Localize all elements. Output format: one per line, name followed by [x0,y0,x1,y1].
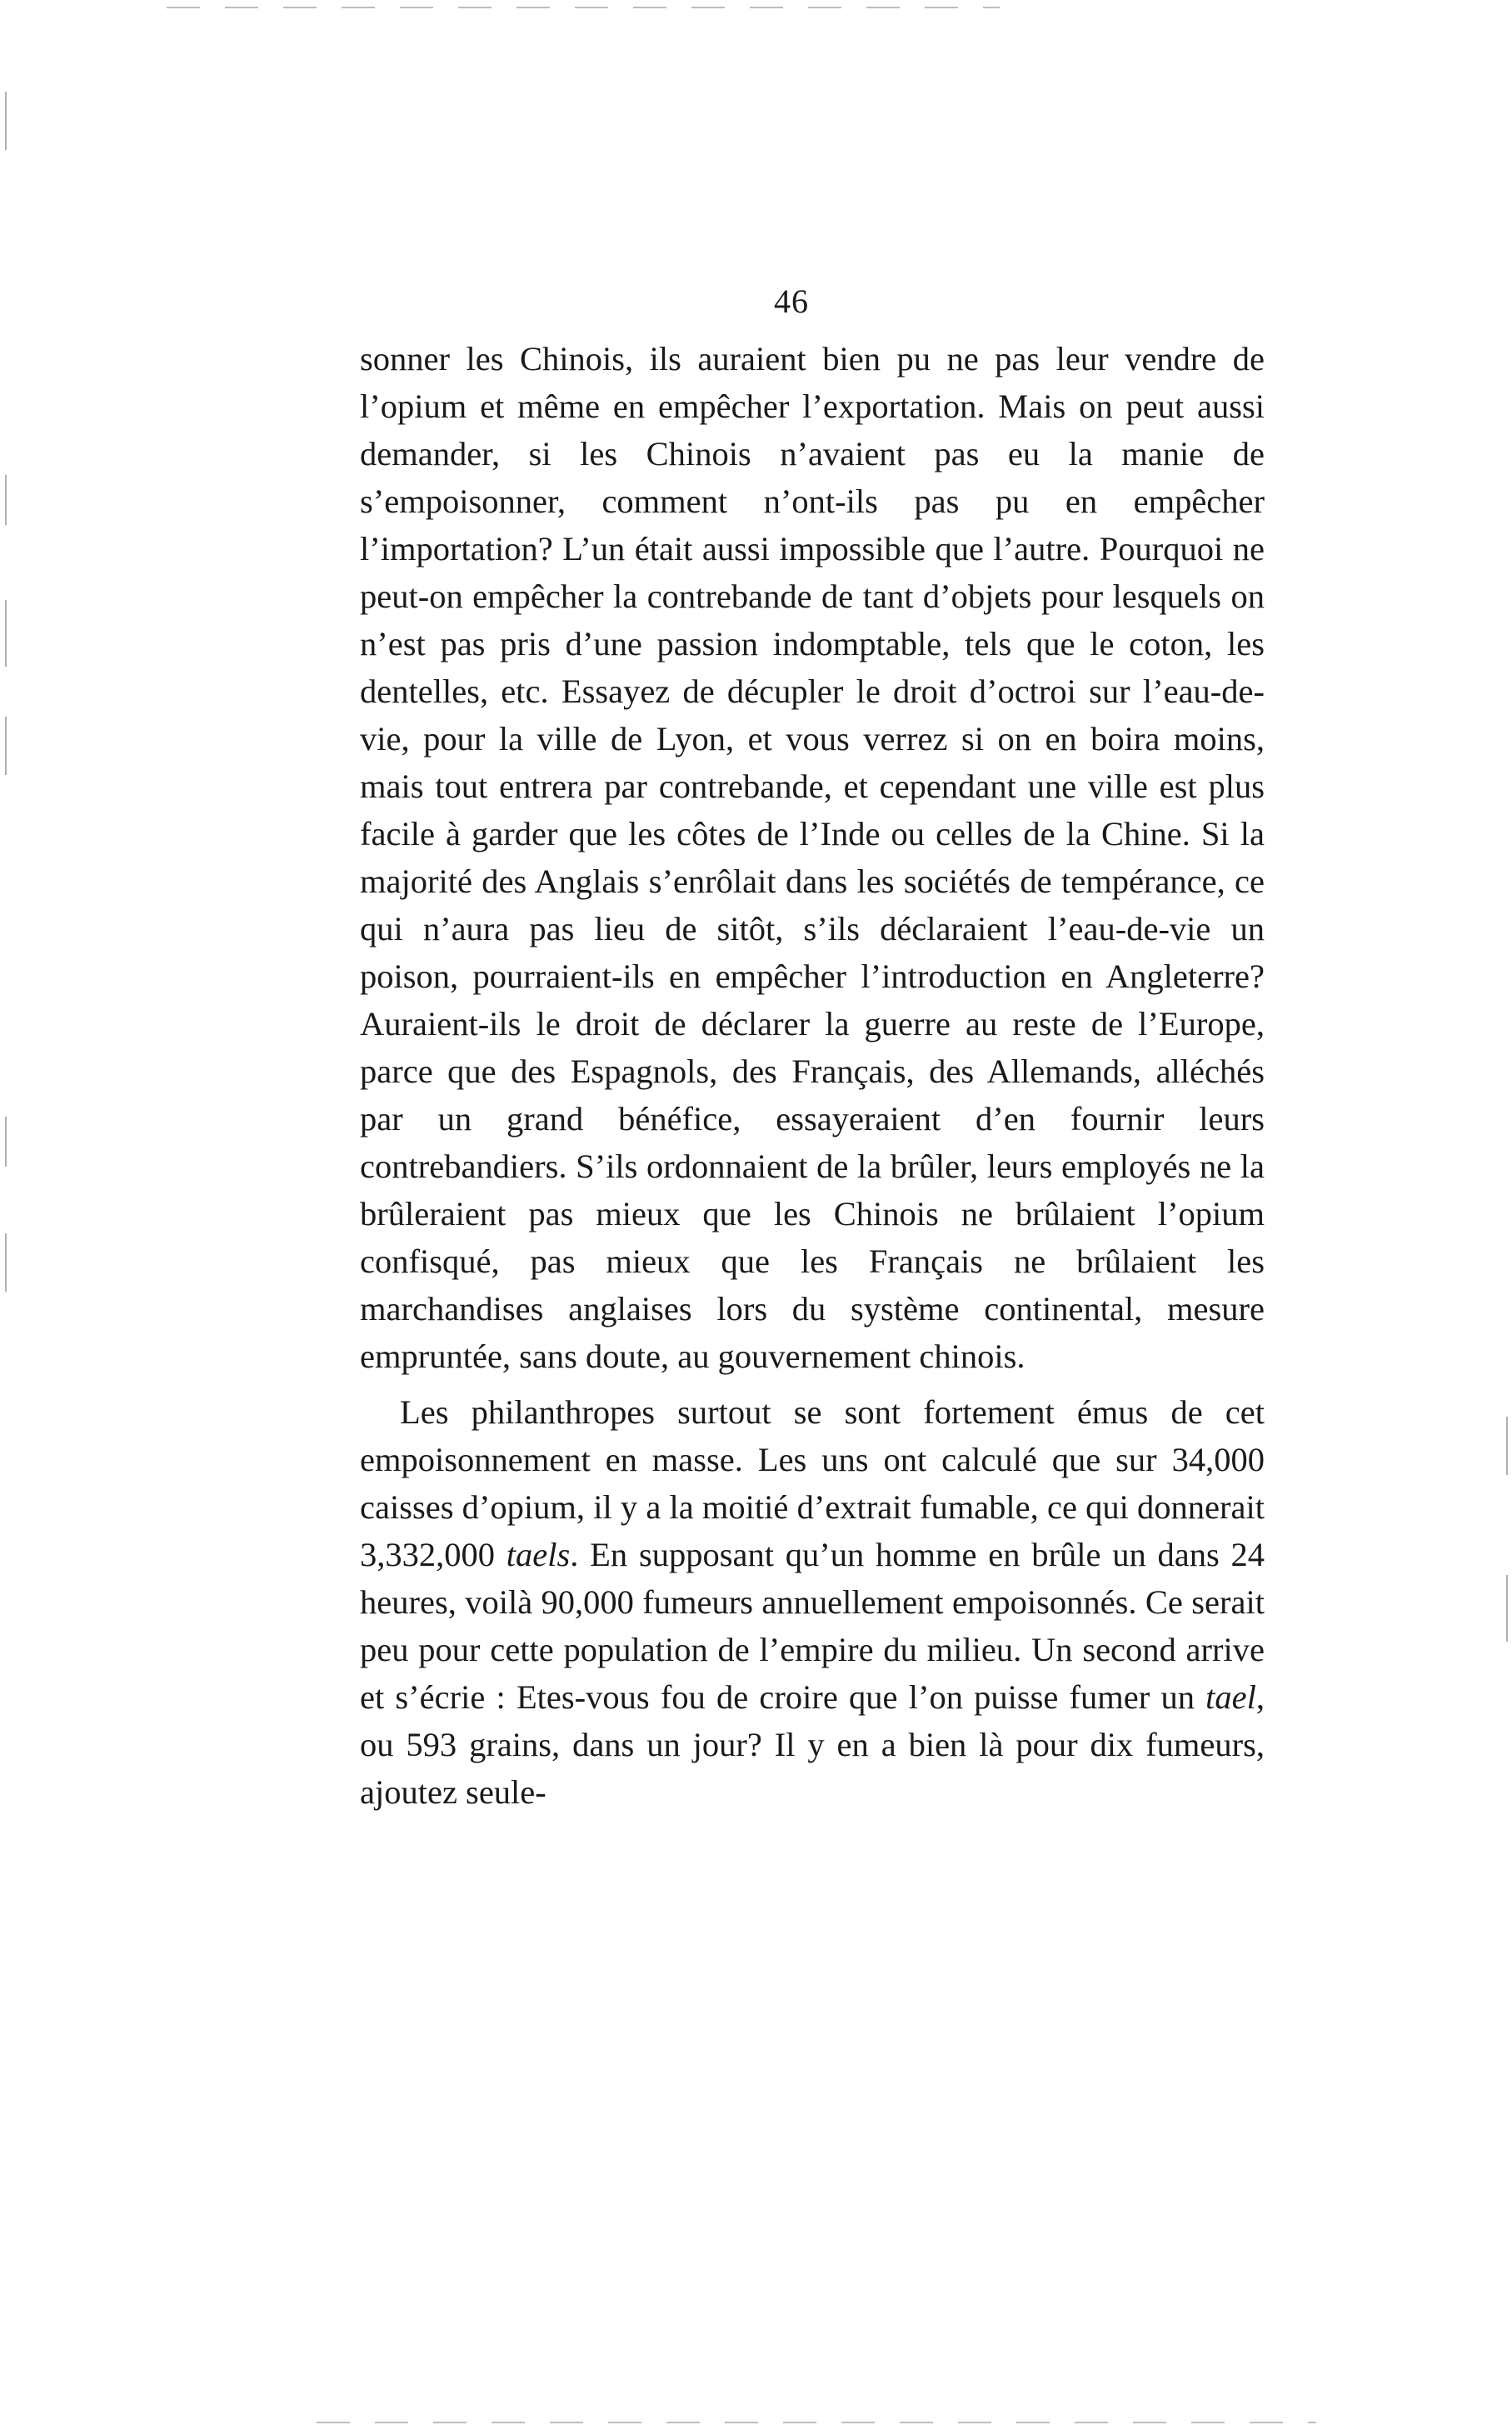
paragraph-2-text-b: . En supposant qu’un homme en brûle un dans 24 heures, voilà 90,000 fumeurs annuellement empoisonnés. Ce serait peu pour cette population de l’empire du milieu. Un second arrive et s’écrie : Etes-vous fou de croire que l’on puisse fumer un [360,1536,1265,1716]
paragraph-1-text: sonner les Chinois, ils auraient bien pu ne pas leur vendre de l’opium et même en empêcher l’exportation. Mais on peut aussi demander, si les Chinois n’avaient pas eu la manie de s’empoisonner, comment n’ont-ils pas pu en empêcher l’importation? L’un était aussi impossible que l’autre. Pourquoi ne peut-on empêcher la contrebande de tant d’objets pour lesquels on n’est pas pris d’une passion indomptable, tels que le coton, les dentelles, etc. Essayez de décupler le droit d’octroi sur l’eau-de-vie, pour la ville de Lyon, et vous verrez si on en boira moins, mais tout entrera par contrebande, et cependant une ville est plus facile à garder que les côtes de l’Inde ou celles de la Chine. Si la majorité des Anglais s’enrôlait dans les sociétés de tempérance, ce qui n’aura pas lieu de sitôt, s’ils déclaraient l’eau-de-vie un poison, pourraient-ils en empêcher l’introduction en Angleterre? Auraient-ils le droit de déclarer la guerre au reste de l’Europe, parce que des Espagnols, des Français, des Allemands, alléchés par un grand bénéfice, essayeraient d’en fournir leurs contrebandiers. S’ils ordonnaient de la brûler, leurs employés ne la brûleraient pas mieux que les Chinois ne brûlaient l’opium confisqué, pas mieux que les Français ne brûlaient les marchandises anglaises lors du système continental, mesure empruntée, sans doute, au gouvernement chinois. [360,340,1265,1375]
scan-right-mark-1 [1506,1417,1508,1475]
paragraph-2-text-c: , ou 593 grains, dans un jour? Il y en a bien là pour dix fumeurs, ajoutez seule- [360,1678,1265,1811]
scan-top-edge [167,7,1000,8]
body-text [360,335,1265,1816]
paragraph-2-text-a: Les philanthropes surtout se sont fortement émus de cet empoisonnement en masse. Les uns ont calculé que sur 34,000 caisses d’opium, il y a la moitié d’extrait fumable, ce qui donnerait 3,332,000 [360,1393,1265,1573]
scan-left-mark-6 [5,1233,7,1292]
italic-term-tael: tael [1205,1678,1256,1716]
paragraph-2 [360,1388,1265,1816]
scan-right-mark-2 [1506,1575,1508,1642]
italic-term-taels: taels [506,1536,571,1573]
scan-bottom-edge [317,2422,1316,2423]
scan-left-mark-5 [5,1117,7,1167]
scan-left-mark-3 [5,600,7,667]
page-number: 46 [774,282,809,320]
paragraph-1 [360,335,1265,1380]
scan-left-mark-2 [5,475,7,525]
scan-left-mark-4 [5,717,7,775]
scan-left-mark-1 [5,92,7,150]
